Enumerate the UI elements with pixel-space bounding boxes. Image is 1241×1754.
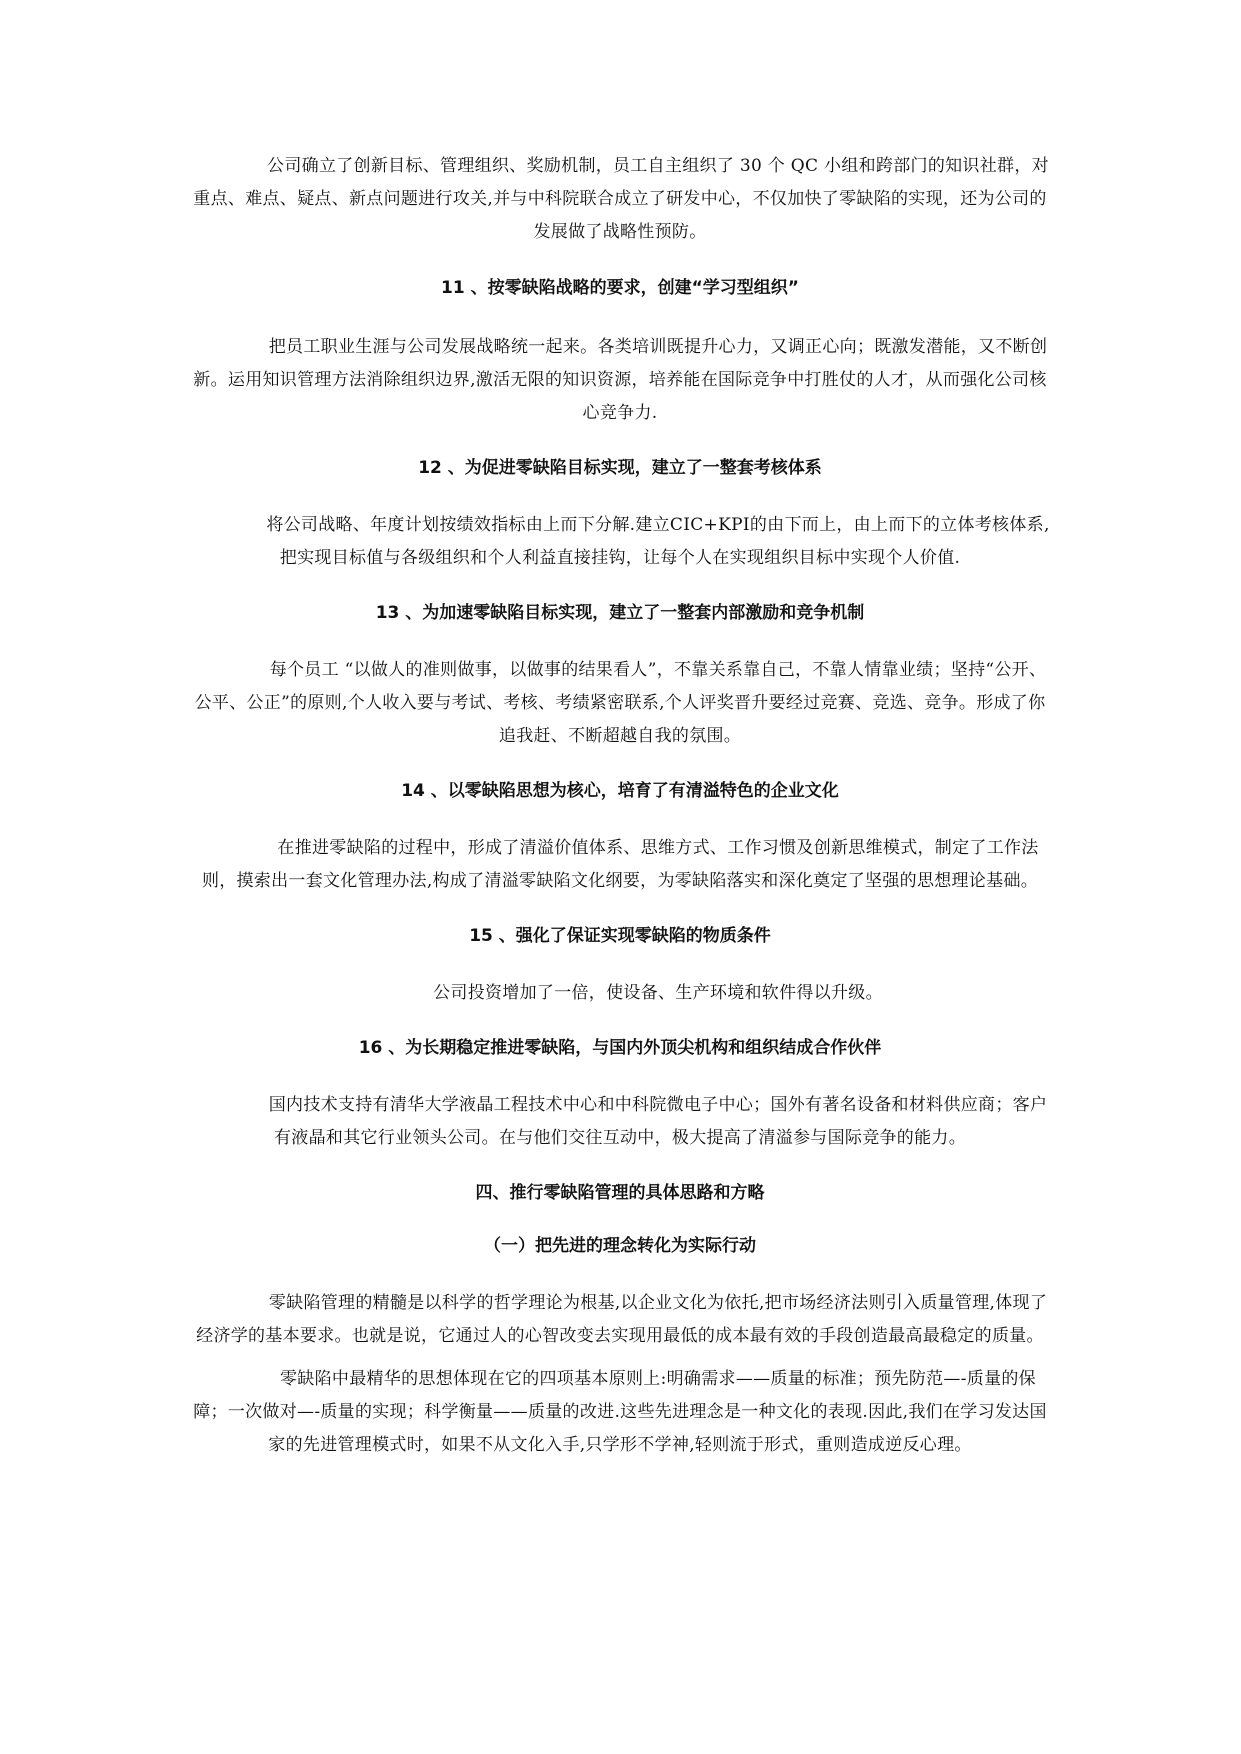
paragraph-kpi-assessment: 将公司战略、年度计划按绩效指标由上而下分解.建立CIC+KPI的由下而上，由上而下的立体考核体系,把实现目标值与各级组织和个人利益直接挂钩，让每个人在实现组织目标中实现个人价值.: [266, 515, 1050, 568]
document-body: [187, 150, 1053, 1462]
paragraph-zero-defect-essence: 零缺陷管理的精髓是以科学的哲学理论为根基,以企业文化为依托,把市场经济法则引入质量管理,体现了经济学的基本要求。也就是说，它通过人的心智改变去实现用最低的成本最有效的手段创造最高最稳定的质量。: [196, 1293, 1048, 1346]
paragraph-career-strategy: 把员工职业生涯与公司发展战略统一起来。各类培训既提升心力，又调正心向；既激发潜能，又不断创新。运用知识管理方法消除组织边界,激活无限的知识资源，培养能在国际竞争中打胜仗的人才，从而强化公司核心竞争力.: [193, 337, 1048, 423]
heading-12-assessment-system: 12 、为促进零缺陷目标实现，建立了一整套考核体系: [418, 458, 822, 478]
heading-14-corporate-culture: 14 、以零缺陷思想为核心，培育了有清溢特色的企业文化: [401, 781, 839, 801]
paragraph-partners: 国内技术支持有清华大学液晶工程技术中心和中科院微电子中心；国外有著名设备和材料供应商；客户有液晶和其它行业领头公司。在与他们交往互动中，极大提高了清溢参与国际竞争的能力。: [268, 1095, 1048, 1148]
heading-15-material-conditions: 15 、强化了保证实现零缺陷的物质条件: [469, 926, 771, 946]
paragraph-four-principles: 零缺陷中最精华的思想体现在它的四项基本原则上:明确需求——质量的标准；预先防范—-质量的保障；一次做对—-质量的实现；科学衡量——质量的改进.这些先进理念是一种文化的表现.因此,我们在学习发达国家的先进管理模式时，如果不从文化入手,只学形不学神,轻则流于形式，重则造成逆反心理。: [193, 1369, 1047, 1455]
heading-16-partnerships: 16 、为长期稳定推进零缺陷，与国内外顶尖机构和组织结成合作伙伴: [358, 1038, 882, 1058]
heading-13-incentive-mechanism: 13 、为加速零缺陷目标实现，建立了一整套内部激励和竞争机制: [375, 603, 865, 623]
heading-section-4-1: （一）把先进的理念转化为实际行动: [484, 1236, 756, 1256]
paragraph-employee-principles: 每个员工 “以做人的准则做事，以做事的结果看人”，不靠关系靠自己，不靠人情靠业绩；坚持“公开、公平、公正”的原则,个人收入要与考试、考核、考绩紧密联系,个人评奖晋升要经过竞赛、竞选、竞争。形成了你追我赶、不断超越自我的氛围。: [194, 660, 1047, 746]
heading-section-4: 四、推行零缺陷管理的具体思路和方略: [475, 1183, 765, 1203]
paragraph-culture-values: 在推进零缺陷的过程中，形成了清溢价值体系、思维方式、工作习惯及创新思维模式，制定了工作法则，摸索出一套文化管理办法,构成了清溢零缺陷文化纲要，为零缺陷落实和深化奠定了坚强的思想理论基础。: [201, 838, 1039, 891]
heading-11-learning-organization: 11 、按零缺陷战略的要求，创建“学习型组织”: [441, 278, 799, 298]
paragraph-innovation-organization: 公司确立了创新目标、管理组织、奖励机制，员工自主组织了 30 个 QC 小组和跨部门的知识社群，对重点、难点、疑点、新点问题进行攻关,并与中科院联合成立了研发中心，不仅加快了零缺陷的实现，还为公司的发展做了战略性预防。: [193, 156, 1049, 242]
paragraph-investment: 公司投资增加了一倍，使设备、生产环境和软件得以升级。: [433, 983, 883, 1003]
